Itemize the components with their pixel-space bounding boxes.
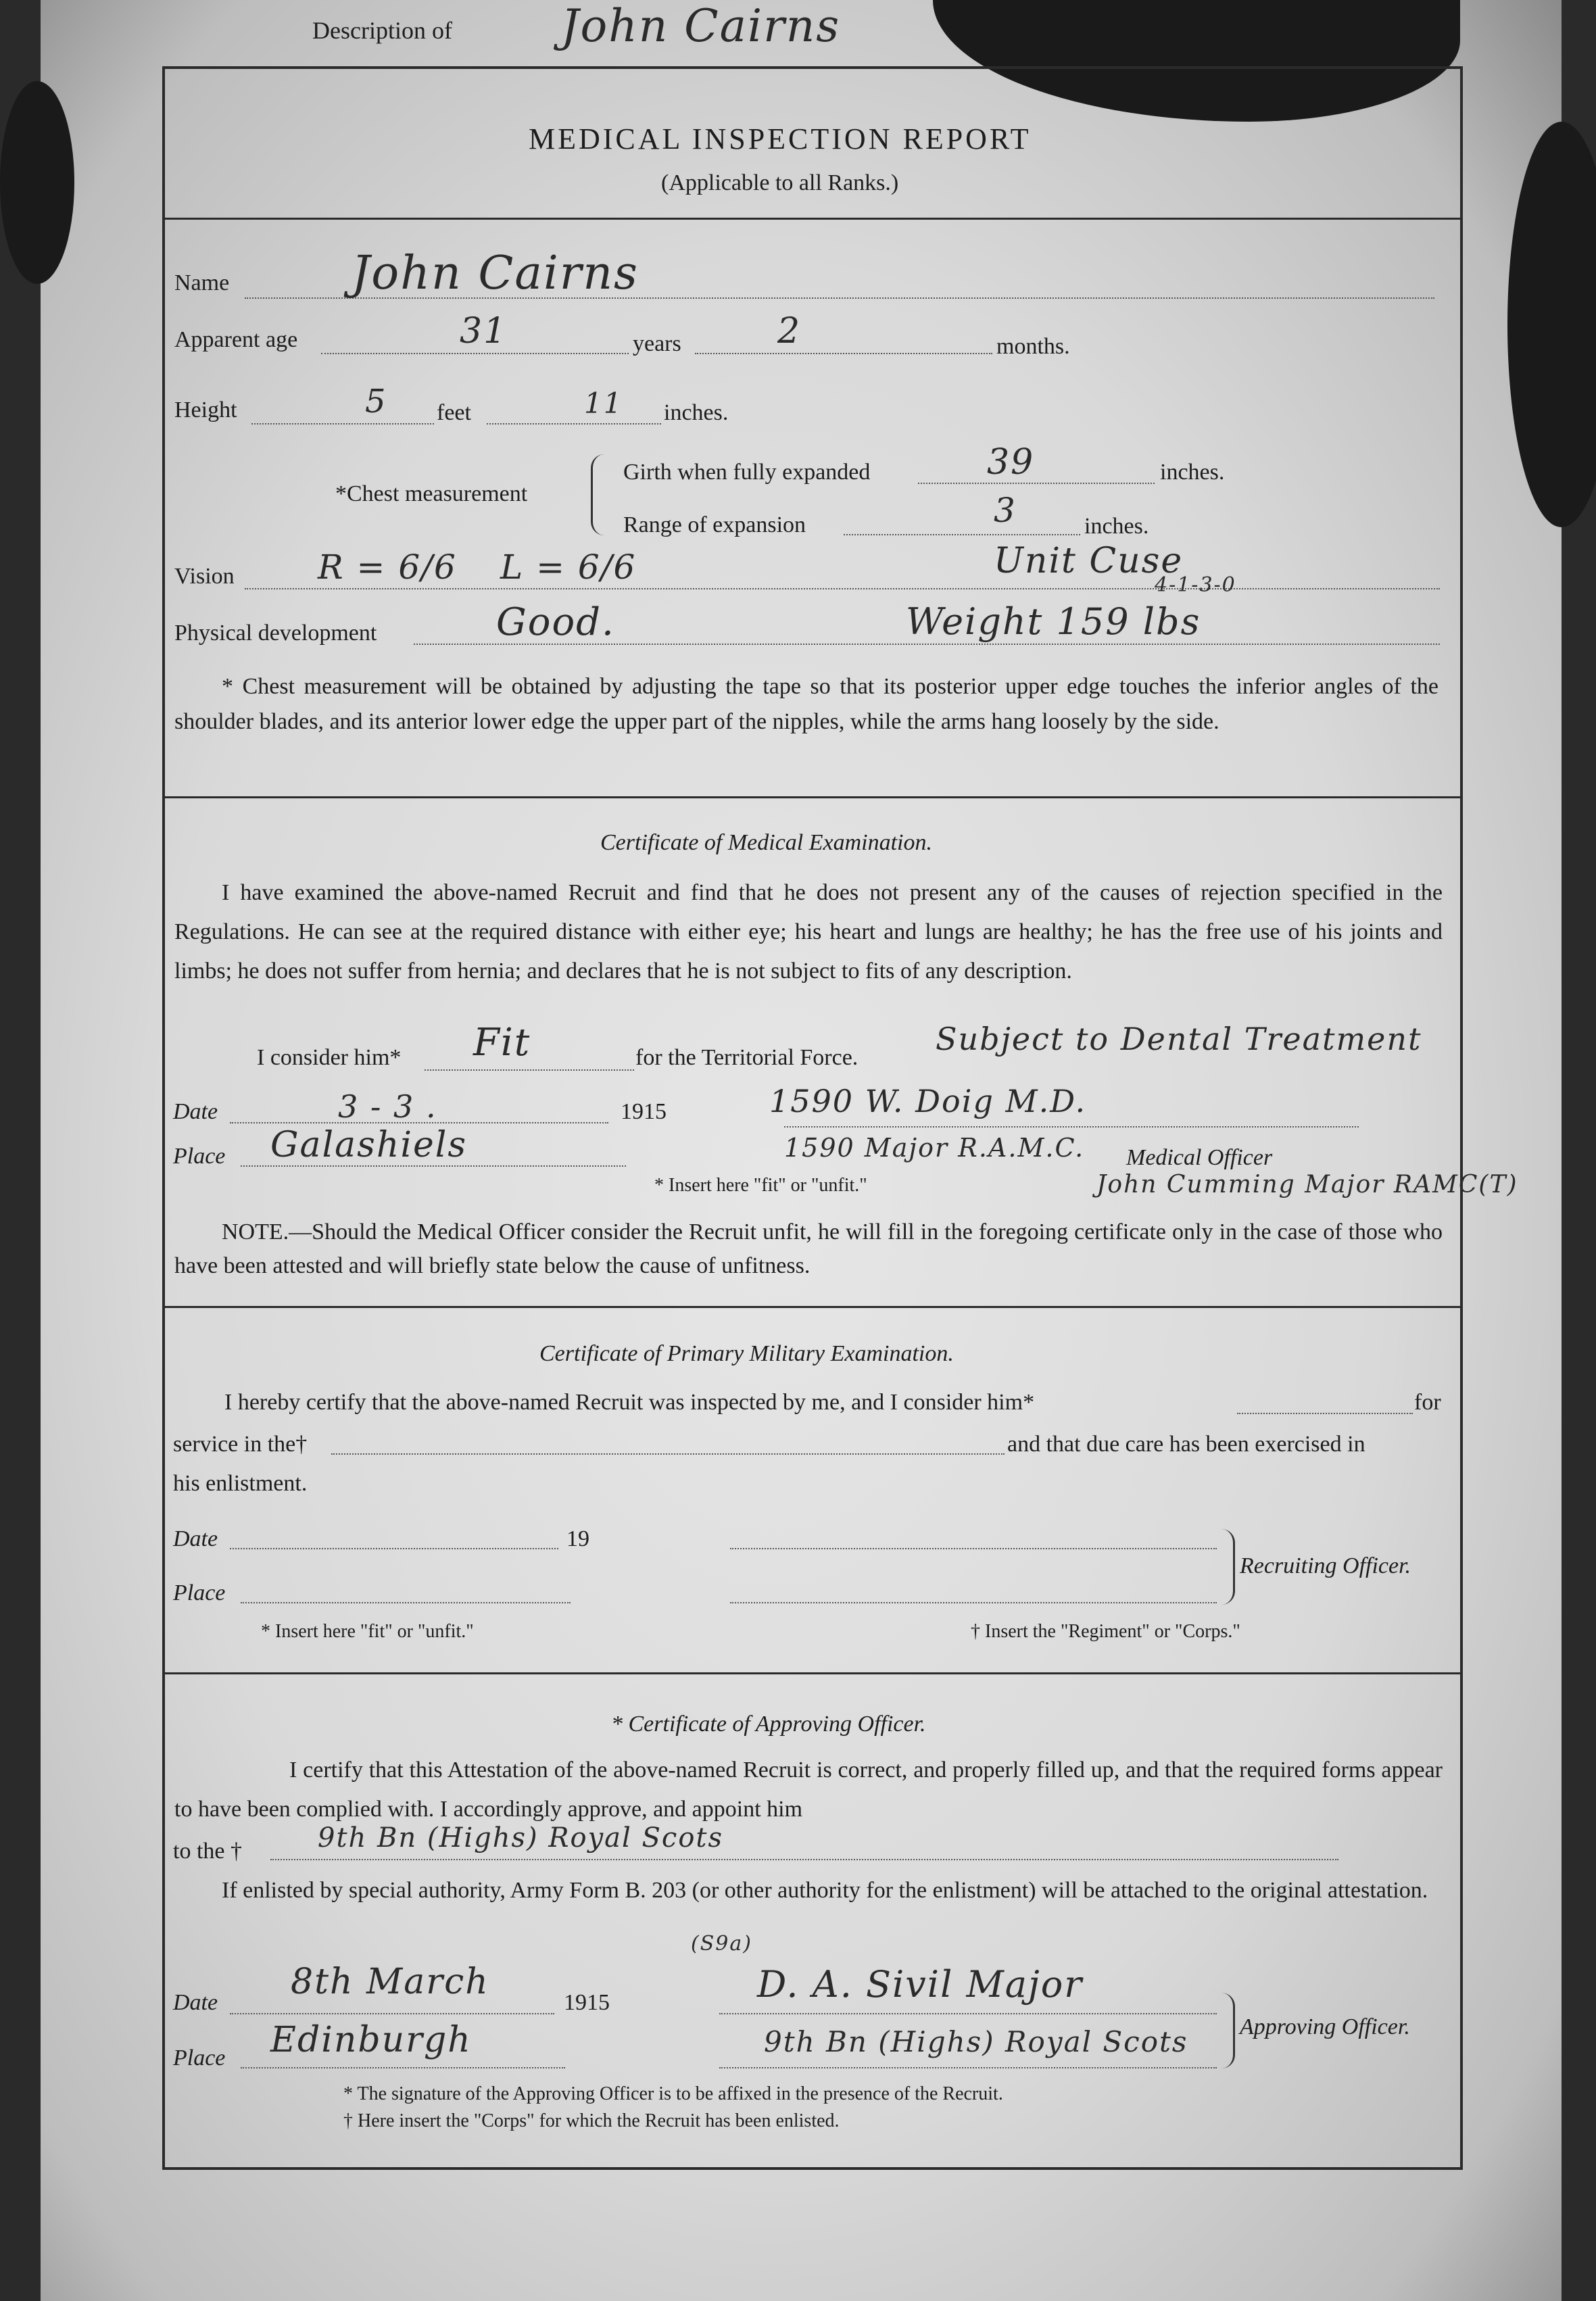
medical-date-value: 3 - 3 . xyxy=(338,1088,437,1125)
medical-body: I have examined the above-named Recruit and find that he does not present any of the causes of rejection specified in the Regulations. He can see at the required distance with either eye; his heart and lungs are healthy; he has the free use of his joints and limbs; he does not suffer from hernia; and declares that he is not subject to fits of any description. xyxy=(174,880,1443,984)
medical-signature-line xyxy=(784,1126,1359,1128)
consider-value: Fit xyxy=(473,1021,531,1065)
approving-date-line xyxy=(230,2013,554,2014)
approving-footnote-2: † Here insert the "Corps" for which the Recruit has been enlisted. xyxy=(343,2110,840,2131)
range-value: 3 xyxy=(994,491,1017,530)
chest-brace xyxy=(591,454,605,535)
girth-line xyxy=(918,483,1155,484)
description-value: John Cairns xyxy=(561,0,841,52)
weight-value: Weight 159 lbs xyxy=(906,600,1201,643)
medical-insert-note: * Insert here "fit" or "unfit." xyxy=(654,1175,867,1196)
medical-place-label: Place xyxy=(173,1144,226,1169)
military-insert-note-2: † Insert the "Regiment" or "Corps." xyxy=(971,1621,1240,1642)
subject-note: Subject to Dental Treatment xyxy=(936,1021,1422,1057)
approving-footnote-1: * The signature of the Approving Officer is to be affixed in the presence of the Recruit. xyxy=(343,2083,1003,2104)
note-text: —Should the Medical Officer consider the Recruit unfit, he will fill in the foregoing certificate only in the case of those who have been attested and will briefly state below the cause of unfitness. xyxy=(174,1219,1443,1278)
approving-year-value: 1915 xyxy=(564,1990,610,2015)
range-unit: inches. xyxy=(1084,514,1149,539)
medical-officer-label: Medical Officer xyxy=(1126,1145,1273,1170)
damage-left-edge xyxy=(0,81,74,284)
form-title: MEDICAL INSPECTION REPORT xyxy=(529,122,1032,155)
height-inches-value: 11 xyxy=(584,387,623,420)
special-authority-text: If enlisted by special authority, Army Form B. 203 (or other authority for the enlistment) will be attached to the original attestation. xyxy=(222,1878,1428,1903)
form-subtitle: (Applicable to all Ranks.) xyxy=(661,170,899,195)
medical-place-line xyxy=(241,1165,626,1167)
girth-value: 39 xyxy=(987,442,1035,483)
consider-line xyxy=(425,1069,634,1071)
military-insert-note-1: * Insert here "fit" or "unfit." xyxy=(261,1621,474,1642)
age-label: Apparent age xyxy=(174,327,298,352)
months-label: months. xyxy=(996,334,1070,359)
military-body-2a: service in the† xyxy=(173,1432,308,1457)
vision-line xyxy=(245,588,1440,589)
height-feet-value: 5 xyxy=(365,383,387,420)
years-label: years xyxy=(633,331,681,356)
age-years-line xyxy=(321,353,629,354)
military-fit-line xyxy=(1237,1413,1413,1414)
military-signature-line-2 xyxy=(730,1602,1217,1603)
girth-unit: inches. xyxy=(1160,460,1225,485)
height-feet-line xyxy=(251,423,434,425)
for-territorial-label: for the Territorial Force. xyxy=(635,1045,859,1070)
approving-signature-line-2 xyxy=(719,2067,1217,2068)
age-months-line xyxy=(695,353,992,354)
divider-4 xyxy=(162,1672,1460,1674)
approving-signature-line-1 xyxy=(719,2013,1217,2014)
military-signature-line-1 xyxy=(730,1548,1217,1549)
vision-date: 4-1-3-0 xyxy=(1155,573,1236,597)
military-date-line xyxy=(230,1548,558,1549)
divider-3 xyxy=(162,1306,1460,1308)
name-value: John Cairns xyxy=(352,247,639,300)
unit-line xyxy=(270,1859,1338,1860)
range-line xyxy=(844,534,1080,535)
girth-label: Girth when fully expanded xyxy=(623,460,871,485)
military-body-1: I hereby certify that the above-named Recruit was inspected by me, and I consider him* xyxy=(224,1390,1035,1415)
vision-left-value: L = 6/6 xyxy=(500,548,637,587)
approving-signature-2: 9th Bn (Highs) Royal Scots xyxy=(764,2025,1188,2058)
medical-signature-1: 1590 W. Doig M.D. xyxy=(769,1083,1087,1119)
military-for-label: for xyxy=(1414,1390,1441,1415)
vision-label: Vision xyxy=(174,564,235,589)
approving-place-value: Edinburgh xyxy=(270,2020,472,2060)
name-label: Name xyxy=(174,270,230,295)
military-year-prefix: 19 xyxy=(566,1526,589,1551)
divider-1 xyxy=(162,218,1460,220)
medical-place-value: Galashiels xyxy=(270,1125,468,1165)
height-label: Height xyxy=(174,397,237,422)
age-years-value: 31 xyxy=(460,311,508,352)
chest-footnote: * Chest measurement will be obtained by adjusting the tape so that its posterior upper edge touches the inferior angles of the shoulder blades, and its anterior lower edge the upper part of the nipples, while the arms hang loosely by the side. xyxy=(174,674,1438,734)
medical-signature-3: John Cumming Major RAMC(T) xyxy=(1096,1171,1518,1198)
military-body-2b: and that due care has been exercised in xyxy=(1007,1432,1365,1457)
recruiting-officer-label: Recruiting Officer. xyxy=(1240,1553,1411,1578)
to-the-label: to the † xyxy=(173,1839,242,1864)
approving-place-label: Place xyxy=(173,2045,226,2070)
range-label: Range of expansion xyxy=(623,512,806,537)
approving-body: I certify that this Attestation of the above-named Recruit is correct, and properly filled up, and that the required forms appear to have been complied with. I accordingly approve, and appoint him xyxy=(174,1758,1443,1822)
approving-place-line xyxy=(241,2067,565,2068)
medical-heading: Certificate of Medical Examination. xyxy=(600,830,933,855)
height-inches-line xyxy=(487,423,661,425)
military-date-label: Date xyxy=(173,1526,218,1551)
physical-label: Physical development xyxy=(174,621,377,646)
military-body-3: his enlistment. xyxy=(173,1471,308,1496)
vision-right-value: R = 6/6 xyxy=(318,548,457,587)
consider-label: I consider him* xyxy=(257,1045,402,1070)
physical-value: Good. xyxy=(496,600,615,644)
divider-2 xyxy=(162,796,1460,798)
note-label: NOTE. xyxy=(222,1219,289,1244)
medical-note xyxy=(174,1215,1443,1283)
medical-date-label: Date xyxy=(173,1099,218,1124)
military-place-line xyxy=(241,1602,571,1603)
approving-signature-code: (S9a) xyxy=(691,1932,752,1956)
unit-value: 9th Bn (Highs) Royal Scots xyxy=(318,1822,724,1854)
feet-label: feet xyxy=(437,400,471,425)
age-months-value: 2 xyxy=(777,311,802,352)
approving-signature-1: D. A. Sivil Major xyxy=(757,1963,1084,2006)
approving-brace xyxy=(1221,1993,1235,2068)
approving-heading: * Certificate of Approving Officer. xyxy=(611,1712,926,1737)
vision-note: Unit Cuse xyxy=(994,541,1184,581)
approving-officer-label: Approving Officer. xyxy=(1240,2014,1410,2039)
recruiting-brace xyxy=(1221,1529,1235,1605)
description-label: Description of xyxy=(312,17,452,44)
chest-label: *Chest measurement xyxy=(335,481,528,506)
military-place-label: Place xyxy=(173,1580,226,1605)
military-corps-line xyxy=(331,1453,1005,1455)
medical-signature-2: 1590 Major R.A.M.C. xyxy=(784,1133,1085,1163)
military-heading: Certificate of Primary Military Examination. xyxy=(539,1341,954,1366)
approving-date-label: Date xyxy=(173,1990,218,2015)
inches-label: inches. xyxy=(664,400,729,425)
medical-year-value: 1915 xyxy=(621,1099,667,1124)
approving-date-value: 8th March xyxy=(291,1962,489,2002)
